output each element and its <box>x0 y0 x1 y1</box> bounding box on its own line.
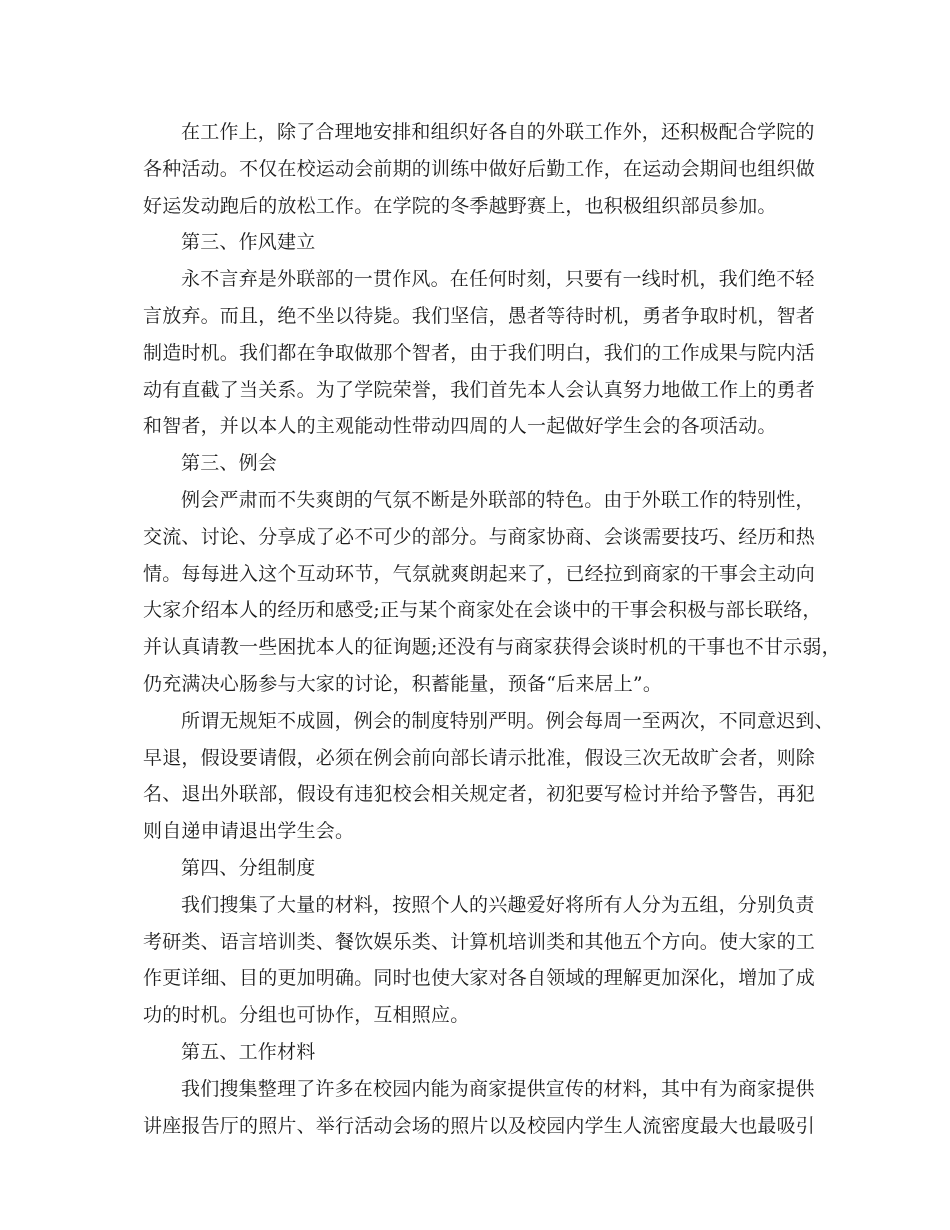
text-line: 制造时机。我们都在争取做那个智者，由于我们明白，我们的工作成果与院内活 <box>143 341 816 364</box>
text-line: 好运发动跑后的放松工作。在学院的冬季越野赛上，也积极组织部员参加。 <box>143 194 777 217</box>
text-line: 早退，假设要请假，必须在例会前向部长请示批准，假设三次无故旷会者，则除 <box>143 746 816 769</box>
text-line: 各种活动。不仅在校运动会前期的训练中做好后勤工作，在运动会期间也组织做 <box>143 157 816 180</box>
text-line: 则自递申请退出学生会。 <box>143 820 355 843</box>
text-line: 第三、例会 <box>181 452 278 475</box>
text-line: 功的时机。分组也可协作，互相照应。 <box>143 1004 470 1027</box>
text-line: 在工作上，除了合理地安排和组织好各自的外联工作外，还积极配合学院的 <box>181 121 815 143</box>
text-line: 第五、工作材料 <box>181 1040 316 1063</box>
document-body <box>143 114 841 1144</box>
text-line: 并认真请教一些困扰本人的征询题;还没有与商家获得会谈时机的干事也不甘示弱， <box>143 636 841 659</box>
text-line: 第四、分组制度 <box>181 856 316 879</box>
text-line: 言放弃。而且，绝不坐以待毙。我们坚信，愚者等待时机，勇者争取时机，智者 <box>143 304 816 327</box>
text-line: 第三、作风建立 <box>181 231 316 254</box>
text-line: 我们搜集了大量的材料，按照个人的兴趣爱好将所有人分为五组，分别负责 <box>181 893 815 916</box>
text-line: 大家介绍本人的经历和感受;正与某个商家处在会谈中的干事会积极与部长联络， <box>143 599 822 622</box>
text-line: 名、退出外联部，假设有违犯校会相关规定者，初犯要写检讨并给予警告，再犯 <box>143 783 816 806</box>
text-line: 所谓无规矩不成圆，例会的制度特别严明。例会每周一至两次，不同意迟到、 <box>181 709 834 732</box>
text-line: 例会严肃而不失爽朗的气氛不断是外联部的特色。由于外联工作的特别性， <box>181 488 815 511</box>
text-line: 作更详细、目的更加明确。同时也使大家对各自领域的理解更加深化，增加了成 <box>143 967 816 990</box>
text-line: 我们搜集整理了许多在校园内能为商家提供宣传的材料，其中有为商家提供 <box>181 1077 815 1100</box>
text-line: 考研类、语言培训类、餐饮娱乐类、计算机培训类和其他五个方向。使大家的工 <box>143 930 816 953</box>
text-line: 动有直截了当关系。为了学院荣誉，我们首先本人会认真努力地做工作上的勇者 <box>143 378 816 401</box>
text-line: 仍充满决心肠参与大家的讨论，积蓄能量，预备“后来居上”。 <box>143 672 663 695</box>
text-line: 永不言弃是外联部的一贯作风。在任何时刻，只要有一线时机，我们绝不轻 <box>181 268 815 291</box>
text-line: 讲座报告厅的照片、举行活动会场的照片以及校园内学生人流密度最大也最吸引 <box>143 1114 816 1137</box>
text-line: 交流、讨论、分享成了必不可少的部分。与商家协商、会谈需要技巧、经历和热 <box>143 525 816 548</box>
text-line: 和智者，并以本人的主观能动性带动四周的人一起做好学生会的各项活动。 <box>143 415 777 438</box>
text-line: 情。每每进入这个互动环节，气氛就爽朗起来了，已经拉到商家的干事会主动向 <box>143 562 816 585</box>
